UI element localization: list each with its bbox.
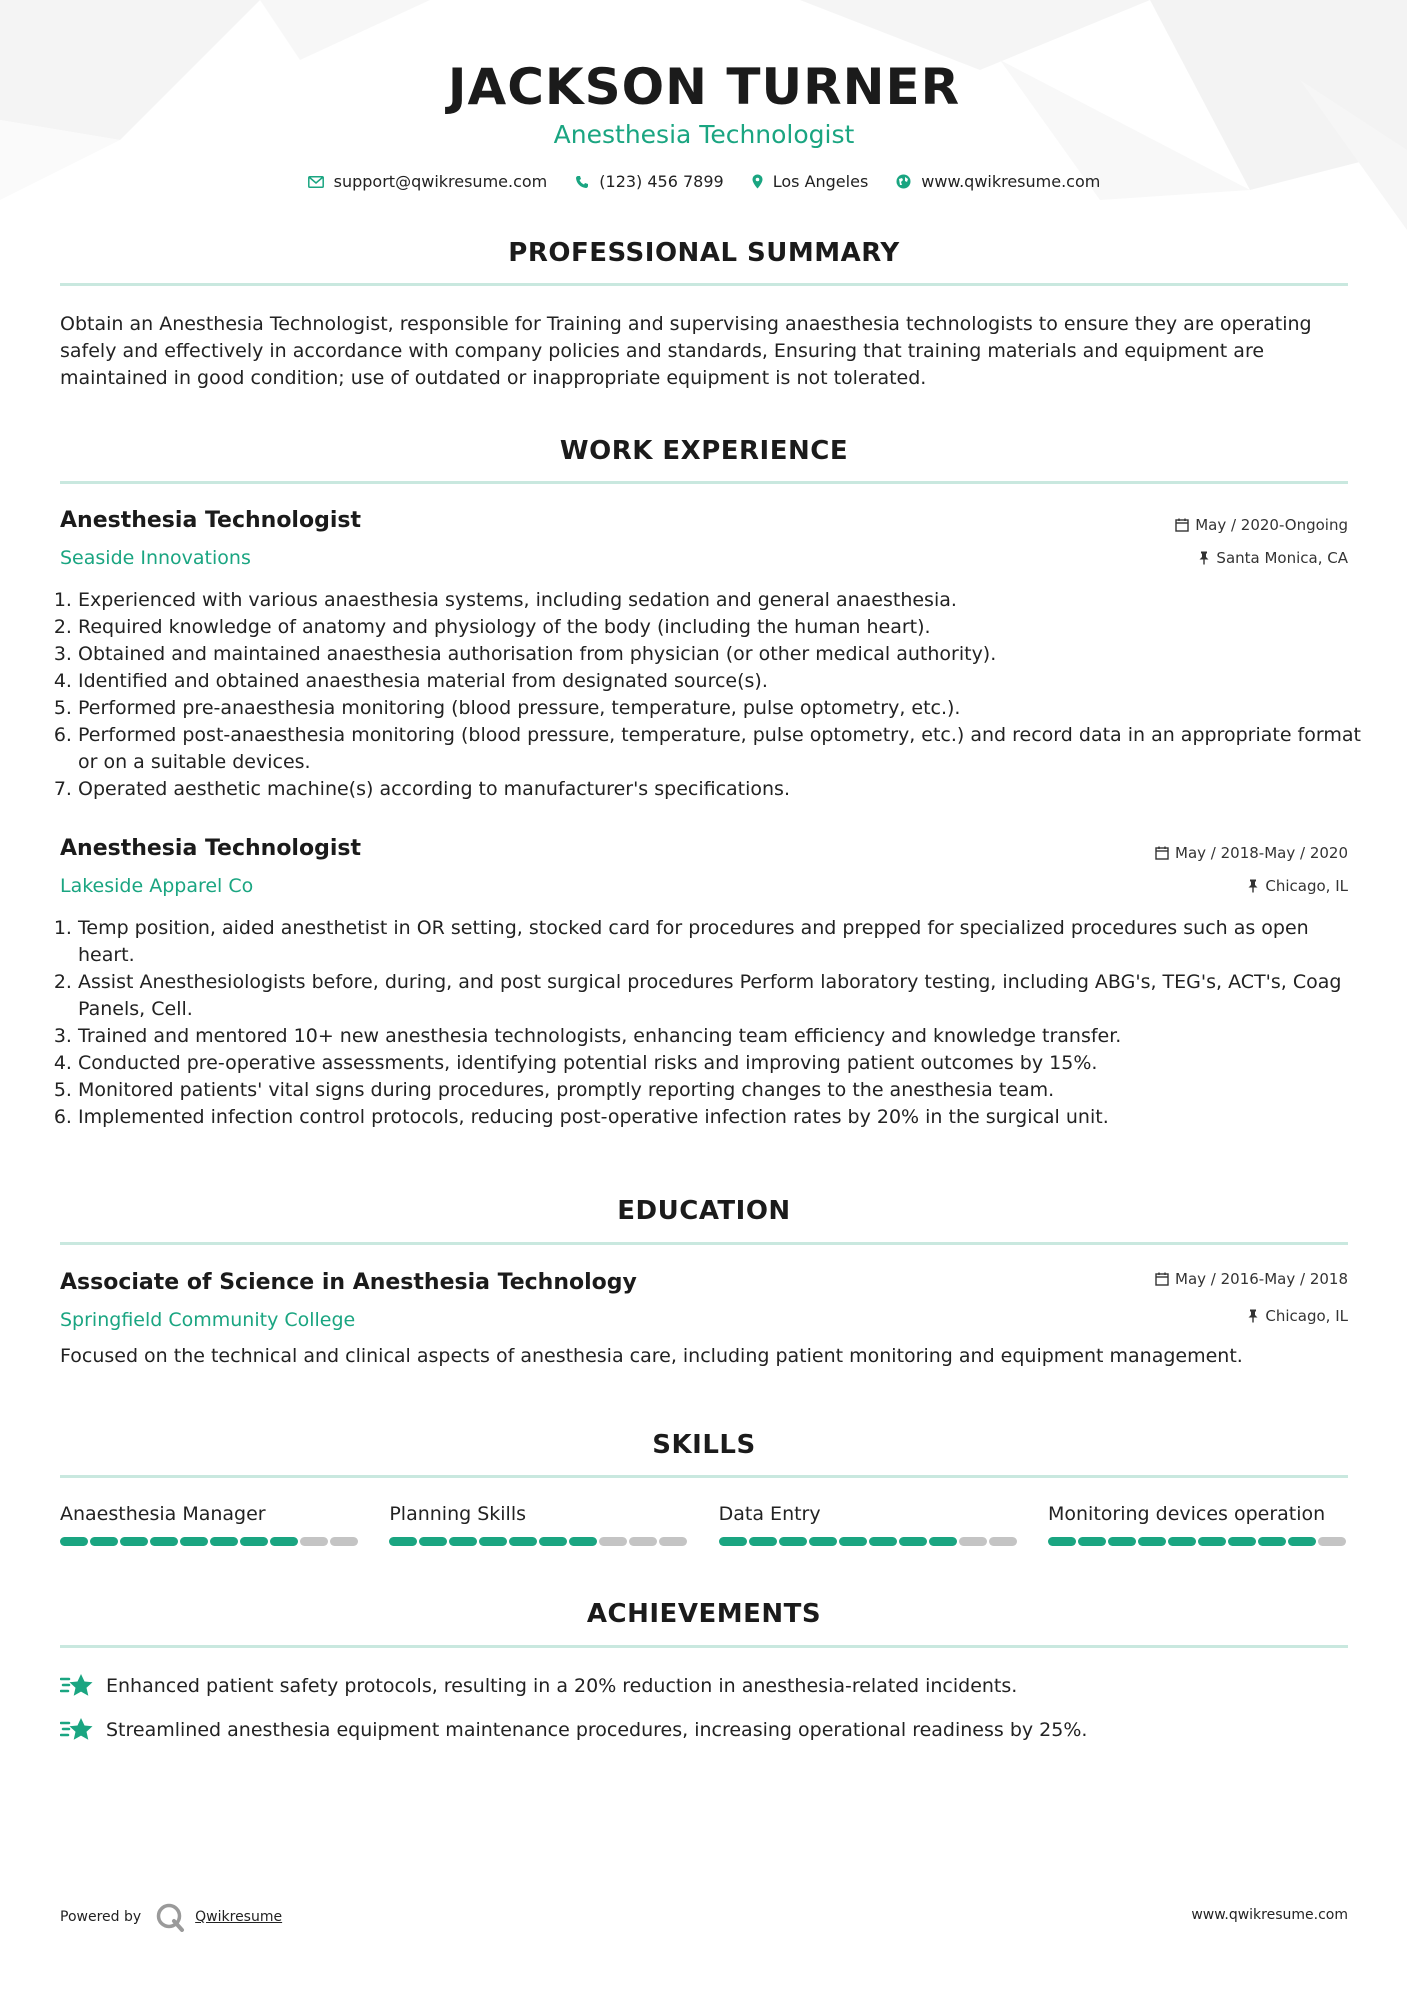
skill-dot-empty (599, 1537, 627, 1546)
list-item: 3. Trained and mentored 10+ new anesthesia technologists, enhancing team efficiency and knowledge transfer. (78, 1023, 1366, 1050)
list-item: 7. Operated aesthetic machine(s) according to manufacturer's specifications. (78, 776, 1366, 803)
experience-divider (60, 481, 1348, 484)
skill-dot-filled (120, 1537, 148, 1546)
globe-icon (896, 174, 911, 189)
contact-website[interactable] (896, 172, 1100, 191)
skill-dot-filled (899, 1537, 927, 1546)
skill-dot-filled (869, 1537, 897, 1546)
education-date-text: May / 2016-May / 2018 (1175, 1270, 1348, 1288)
skill-dot-filled (839, 1537, 867, 1546)
skill-dot-filled (1198, 1537, 1226, 1546)
calendar-icon (1155, 1272, 1169, 1286)
skill-dot-empty (1318, 1537, 1346, 1546)
list-item: 1. Experienced with various anaesthesia systems, including sedation and general anaesthesia. (78, 587, 1366, 614)
summary-text: Obtain an Anesthesia Technologist, responsible for Training and supervising anaesthesia technologists to ensure they are operating safely and effectively in accordance with company policies and standards, Ensuring that training materials and equipment are maintained in good condition; use of outdated or inappropriate equipment is not tolerated. (60, 313, 1312, 389)
list-item: 2. Required knowledge of anatomy and physiology of the body (including the human heart). (78, 614, 1366, 641)
education-location-text: Chicago, IL (1265, 1307, 1348, 1325)
footer-website[interactable]: www.qwikresume.com (1191, 1907, 1348, 1923)
skill-dot-empty (629, 1537, 657, 1546)
skill-dot-filled (270, 1537, 298, 1546)
education-school: Springfield Community College (60, 1309, 356, 1331)
candidate-name: JACKSON TURNER (447, 58, 961, 116)
skill-dot-filled (1108, 1537, 1136, 1546)
skill-dot-filled (240, 1537, 268, 1546)
envelope-icon (308, 176, 324, 188)
skills-list (60, 1503, 1348, 1546)
skill-dot-empty (959, 1537, 987, 1546)
skill-dot-filled (1258, 1537, 1286, 1546)
skill-rating (719, 1537, 1019, 1546)
skill-dot-filled (479, 1537, 507, 1546)
skill-dot-filled (1288, 1537, 1316, 1546)
contact-phone-text: (123) 456 7899 (599, 172, 724, 191)
map-pin-icon (752, 174, 763, 189)
calendar-icon (1175, 518, 1189, 532)
skill-dot-filled (210, 1537, 238, 1546)
skill-dot-filled (1078, 1537, 1106, 1546)
star-award-icon (60, 1672, 94, 1700)
job-1-date (1175, 516, 1348, 534)
skills-divider (60, 1475, 1348, 1478)
skill-dot-empty (300, 1537, 328, 1546)
pushpin-icon (1247, 1309, 1259, 1323)
skill-dot-filled (1138, 1537, 1166, 1546)
skill-dot-empty (330, 1537, 358, 1546)
job-1-location (1198, 549, 1348, 567)
star-award-icon (60, 1716, 94, 1744)
powered-by-label: Powered by (60, 1909, 142, 1925)
contact-website-text: www.qwikresume.com (921, 172, 1101, 191)
skill-name: Monitoring devices operation (1047, 1503, 1326, 1525)
achievements-heading: ACHIEVEMENTS (586, 1599, 822, 1629)
phone-icon (575, 175, 589, 189)
skill-dot-filled (809, 1537, 837, 1546)
skill-dot-filled (569, 1537, 597, 1546)
skill-dot-filled (509, 1537, 537, 1546)
contact-email[interactable] (308, 172, 548, 191)
brand-link[interactable]: Qwikresume (195, 1909, 283, 1925)
skill-name: Planning Skills (389, 1503, 527, 1525)
list-item: 2. Assist Anesthesiologists before, during, and post surgical procedures Perform laboratory testing, including ABG's, TEG's, ACT's, Coag Panels, Cell. (78, 969, 1366, 1023)
job-2-location (1247, 877, 1348, 895)
summary-heading: PROFESSIONAL SUMMARY (508, 238, 900, 268)
job-1-bullets (60, 587, 1366, 803)
education-heading: EDUCATION (617, 1196, 791, 1226)
job-1-date-text: May / 2020-Ongoing (1195, 516, 1348, 534)
list-item: 5. Monitored patients' vital signs during procedures, promptly reporting changes to the anesthesia team. (78, 1077, 1366, 1104)
achievements-divider (60, 1645, 1348, 1648)
job-1-company: Seaside Innovations (60, 547, 251, 569)
skill-dot-filled (749, 1537, 777, 1546)
contact-email-text: support@qwikresume.com (333, 172, 548, 191)
skill-dot-filled (719, 1537, 747, 1546)
achievement-item (60, 1716, 1087, 1744)
job-2-date (1155, 844, 1348, 862)
education-divider (60, 1242, 1348, 1245)
skill-dot-empty (659, 1537, 687, 1546)
skill-rating (60, 1537, 360, 1546)
skill-rating (1048, 1537, 1348, 1546)
calendar-icon (1155, 846, 1169, 860)
education-description: Focused on the technical and clinical aspects of anesthesia care, including patient monitoring and equipment management. (60, 1345, 1243, 1367)
skill-name: Data Entry (718, 1503, 821, 1525)
job-1-location-text: Santa Monica, CA (1216, 549, 1348, 567)
skill-name: Anaesthesia Manager (60, 1503, 266, 1525)
candidate-role: Anesthesia Technologist (553, 120, 855, 149)
achievement-text: Streamlined anesthesia equipment maintenance procedures, increasing operational readiness by 25%. (106, 1719, 1088, 1741)
list-item: 6. Performed post-anaesthesia monitoring (blood pressure, temperature, pulse optometry, etc.) and record data in an appropriate format or on a suitable devices. (78, 722, 1366, 776)
pushpin-icon (1247, 879, 1259, 893)
skill-item (389, 1503, 689, 1546)
skill-dot-empty (989, 1537, 1017, 1546)
experience-heading: WORK EXPERIENCE (559, 436, 849, 466)
contact-location (752, 172, 869, 191)
job-2-location-text: Chicago, IL (1265, 877, 1348, 895)
skill-item (60, 1503, 360, 1546)
qwikresume-logo-icon (155, 1902, 185, 1932)
skill-dot-filled (419, 1537, 447, 1546)
skill-item (1048, 1503, 1348, 1546)
skill-dot-filled (539, 1537, 567, 1546)
skill-dot-filled (150, 1537, 178, 1546)
achievement-text: Enhanced patient safety protocols, resulting in a 20% reduction in anesthesia-related incidents. (106, 1675, 1018, 1697)
contact-bar (60, 172, 1348, 191)
achievement-item (60, 1672, 1017, 1700)
skill-dot-filled (779, 1537, 807, 1546)
contact-phone[interactable] (575, 172, 723, 191)
skill-rating (389, 1537, 689, 1546)
list-item: 5. Performed pre-anaesthesia monitoring (blood pressure, temperature, pulse optometry, etc.). (78, 695, 1366, 722)
education-location (1247, 1307, 1348, 1325)
list-item: 3. Obtained and maintained anaesthesia authorisation from physician (or other medical authority). (78, 641, 1366, 668)
list-item: 4. Conducted pre-operative assessments, identifying potential risks and improving patient outcomes by 15%. (78, 1050, 1366, 1077)
skill-dot-filled (90, 1537, 118, 1546)
skill-dot-filled (1228, 1537, 1256, 1546)
job-2-date-text: May / 2018-May / 2020 (1175, 844, 1348, 862)
skill-dot-filled (180, 1537, 208, 1546)
skill-dot-filled (1048, 1537, 1076, 1546)
skill-dot-filled (929, 1537, 957, 1546)
skill-dot-filled (60, 1537, 88, 1546)
job-1-title: Anesthesia Technologist (60, 508, 361, 533)
skill-dot-filled (389, 1537, 417, 1546)
list-item: 1. Temp position, aided anesthetist in OR setting, stocked card for procedures and prepped for specialized procedures such as open heart. (78, 915, 1366, 969)
job-2-bullets (60, 915, 1366, 1131)
skill-dot-filled (449, 1537, 477, 1546)
contact-location-text: Los Angeles (772, 172, 869, 191)
footer-powered-by (60, 1902, 282, 1932)
pushpin-icon (1198, 551, 1210, 565)
job-2-title: Anesthesia Technologist (60, 836, 361, 861)
summary-divider (60, 283, 1348, 286)
job-2-company: Lakeside Apparel Co (60, 875, 254, 897)
list-item: 4. Identified and obtained anaesthesia material from designated source(s). (78, 668, 1366, 695)
list-item: 6. Implemented infection control protocols, reducing post-operative infection rates by 20% in the surgical unit. (78, 1104, 1366, 1131)
education-date (1155, 1270, 1348, 1288)
skill-dot-filled (1168, 1537, 1196, 1546)
education-degree: Associate of Science in Anesthesia Technology (60, 1270, 637, 1295)
skill-item (719, 1503, 1019, 1546)
skills-heading: SKILLS (652, 1430, 756, 1460)
